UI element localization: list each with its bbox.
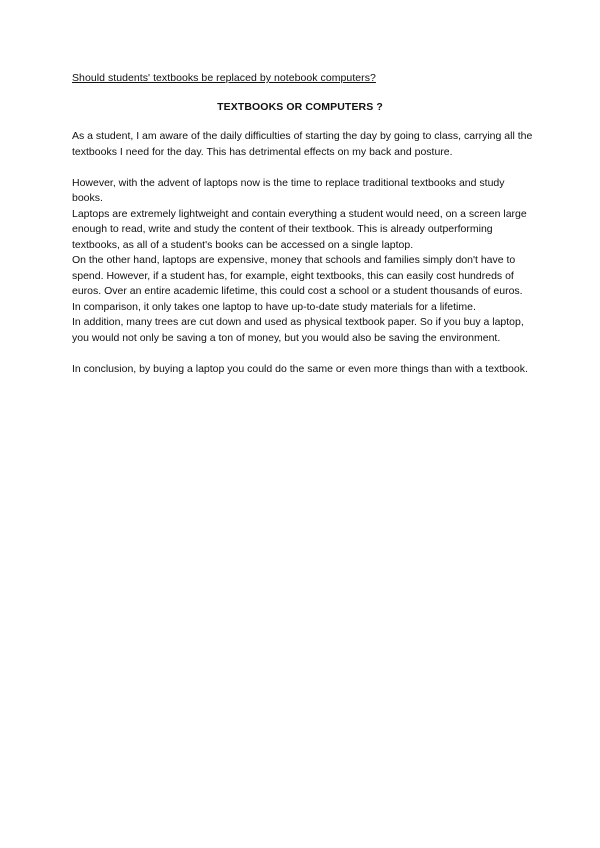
paragraph-intro: As a student, I am aware of the daily difficulties of starting the day by going to class, carrying all the textbooks I need for the day. This has detrimental effects on my back and posture. (72, 130, 533, 158)
essay-body (72, 129, 534, 377)
paragraph-advent: However, with the advent of laptops now is the time to replace traditional textbooks and study books. (72, 176, 505, 204)
paragraph-conclusion: In conclusion, by buying a laptop you could do the same or even more things than with a textbook. (72, 362, 528, 375)
paragraph-lightweight: Laptops are extremely lightweight and contain everything a student would need, on a screen large enough to read, write and study the content of their textbook. This is already outperforming textbooks, as all of a student's books can be accessed on a single laptop. (72, 207, 527, 251)
paragraph-environment: In addition, many trees are cut down and used as physical textbook paper. So if you buy a laptop, you would not only be saving a ton of money, but you would also be saving the environment. (72, 316, 524, 344)
essay-title: TEXTBOOKS OR COMPUTERS ? (217, 101, 383, 113)
paragraph-cost: On the other hand, laptops are expensive, money that schools and families simply don't have to spend. However, if a student has, for example, eight textbooks, this can easily cost hundreds of euros. Over an entire academic lifetime, this could cost a school or a student thousands of euros. In comparison, it only takes one laptop to have up-to-date study materials for a lifetime. (72, 254, 523, 313)
essay-question: Should students' textbooks be replaced by notebook computers? (72, 72, 376, 84)
